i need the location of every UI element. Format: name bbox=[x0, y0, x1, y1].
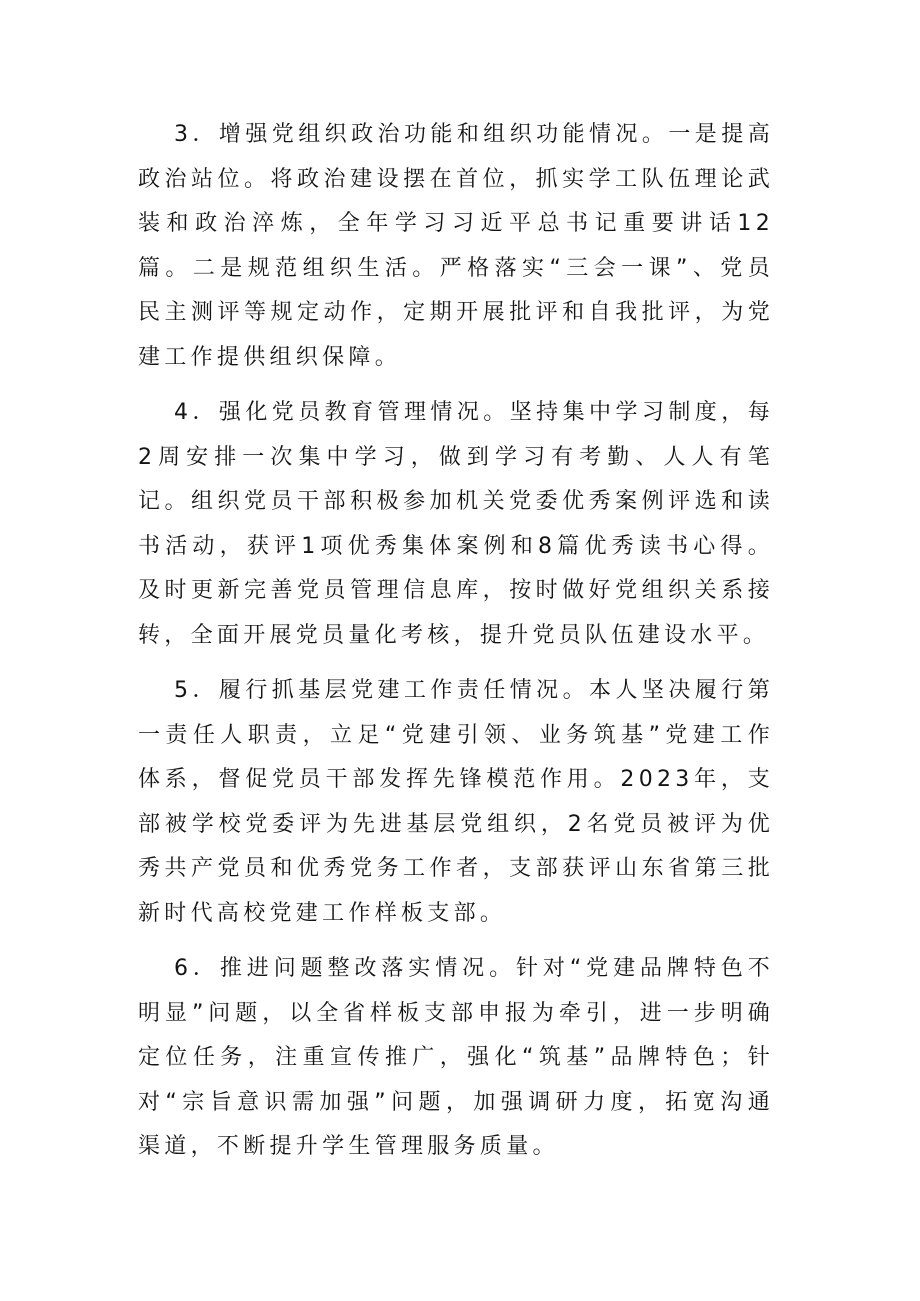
paragraph-item-4: 4．强化党员教育管理情况。坚持集中学习制度，每2周安排一次集中学习，做到学习有考勤、人人有笔记。组织党员干部积极参加机关党委优秀案例评选和读书活动，获评1项优秀集体案例和8篇优秀读书心得。及时更新完善党员管理信息库，按时做好党组织关系接转，全面开展党员量化考核，提升党员队伍建设水平。 bbox=[138, 400, 774, 648]
paragraph-item-3: 3．增强党组织政治功能和组织功能情况。一是提高政治站位。将政治建设摆在首位，抓实学工队伍理论武装和政治淬炼，全年学习习近平总书记重要讲话12篇。二是规范组织生活。严格落实“三会一课”、党员民主测评等规定动作，定期开展批评和自我批评，为党建工作提供组织保障。 bbox=[138, 122, 774, 370]
paragraph-item-5: 5．履行抓基层党建工作责任情况。本人坚决履行第一责任人职责，立足“党建引领、业务筑基”党建工作体系，督促党员干部发挥先锋模范作用。2023年，支部被学校党委评为先进基层党组织，2名党员被评为优秀共产党员和优秀党务工作者，支部获评山东省第三批新时代高校党建工作样板支部。 bbox=[138, 678, 774, 926]
paragraph-item-6: 6．推进问题整改落实情况。针对“党建品牌特色不明显”问题，以全省样板支部申报为牵引，进一步明确定位任务，注重宣传推广，强化“筑基”品牌特色；针对“宗旨意识需加强”问题，加强调研力度，拓宽沟通渠道，不断提升学生管理服务质量。 bbox=[138, 956, 774, 1159]
document-body bbox=[138, 113, 774, 1181]
